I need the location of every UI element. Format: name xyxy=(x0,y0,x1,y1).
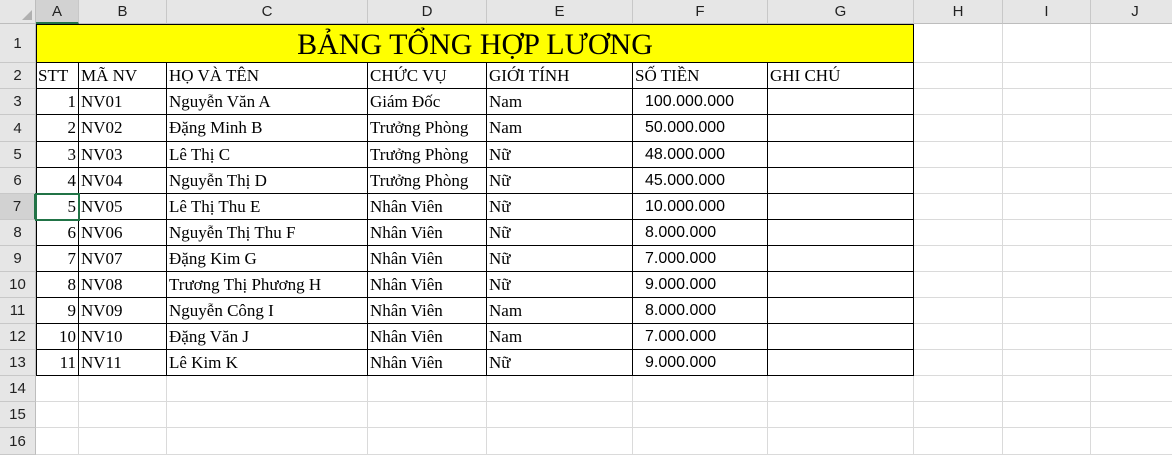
cell-stt[interactable]: 2 xyxy=(67,118,76,137)
border-right xyxy=(913,24,914,376)
row-header-10[interactable]: 10 xyxy=(0,272,36,298)
cell-chuc-vu[interactable]: Trưởng Phòng xyxy=(370,118,469,137)
border-col xyxy=(767,63,768,376)
row-header-9[interactable]: 9 xyxy=(0,246,36,272)
cell-ma-nv[interactable]: NV05 xyxy=(81,197,123,216)
cell-gioi-tinh[interactable]: Nữ xyxy=(489,223,511,242)
cell-ghi-chu[interactable] xyxy=(768,324,914,350)
row-header-7[interactable]: 7 xyxy=(0,194,36,220)
cell-ghi-chu[interactable] xyxy=(768,298,914,324)
cell-ho-ten[interactable]: Đặng Kim G xyxy=(169,249,257,268)
row-header-3[interactable]: 3 xyxy=(0,89,36,115)
row-header-2[interactable]: 2 xyxy=(0,63,36,89)
row-header-12[interactable]: 12 xyxy=(0,324,36,350)
column-header-e[interactable]: E xyxy=(487,0,633,24)
border-row xyxy=(36,323,914,324)
cell-so-tien[interactable]: 7.000.000 xyxy=(645,328,717,345)
cell-ho-ten[interactable]: Nguyễn Văn A xyxy=(169,92,271,111)
border-top xyxy=(36,24,914,25)
header-cell-stt[interactable]: STT xyxy=(38,66,69,85)
header-cell-ghi-chu[interactable]: GHI CHÚ xyxy=(770,66,841,85)
cell-ho-ten[interactable]: Đặng Minh B xyxy=(169,118,263,137)
row-header-6[interactable]: 6 xyxy=(0,168,36,194)
cell-stt[interactable]: 1 xyxy=(67,92,76,111)
cell-chuc-vu[interactable]: Trưởng Phòng xyxy=(370,145,469,164)
column-header-i[interactable]: I xyxy=(1003,0,1091,24)
cell-stt[interactable]: 8 xyxy=(67,275,76,294)
cell-gioi-tinh[interactable]: Nữ xyxy=(489,249,511,268)
cell-ho-ten[interactable]: Nguyễn Thị D xyxy=(169,171,267,190)
cell-gioi-tinh[interactable]: Nam xyxy=(489,301,523,320)
cell-ma-nv[interactable]: NV02 xyxy=(81,118,123,137)
cell-ghi-chu[interactable] xyxy=(768,220,914,246)
cell-gioi-tinh[interactable]: Nam xyxy=(489,327,523,346)
cell-chuc-vu[interactable]: Nhân Viên xyxy=(370,327,443,346)
row-header-16[interactable]: 16 xyxy=(0,428,36,455)
border-row xyxy=(36,297,914,298)
cell-stt[interactable]: 5 xyxy=(67,197,76,216)
cell-so-tien[interactable]: 100.000.000 xyxy=(645,93,734,110)
cell-ghi-chu[interactable] xyxy=(768,350,914,376)
cell-chuc-vu[interactable]: Trưởng Phòng xyxy=(370,171,469,190)
row-header-4[interactable]: 4 xyxy=(0,115,36,142)
cell-ho-ten[interactable]: Nguyễn Thị Thu F xyxy=(169,223,296,242)
row-header-14[interactable]: 14 xyxy=(0,376,36,402)
cell-gioi-tinh[interactable]: Nữ xyxy=(489,275,511,294)
column-header-d[interactable]: D xyxy=(368,0,487,24)
header-cell-ho-ten[interactable]: HỌ VÀ TÊN xyxy=(169,66,260,85)
cell-ghi-chu[interactable] xyxy=(768,142,914,168)
gridline-horizontal xyxy=(36,401,1172,402)
row-header-13[interactable]: 13 xyxy=(0,350,36,376)
cell-ma-nv[interactable]: NV10 xyxy=(81,327,123,346)
cell-chuc-vu[interactable]: Nhân Viên xyxy=(370,249,443,268)
header-cell-gioi-tinh[interactable]: GIỚI TÍNH xyxy=(489,66,570,85)
header-cell-so-tien[interactable]: SỐ TIỀN xyxy=(635,66,700,85)
cell-gioi-tinh[interactable]: Nam xyxy=(489,118,523,137)
cell-so-tien[interactable]: 50.000.000 xyxy=(645,119,726,136)
cell-chuc-vu[interactable]: Nhân Viên xyxy=(370,353,443,372)
cell-so-tien[interactable]: 9.000.000 xyxy=(645,354,717,371)
cell-gioi-tinh[interactable]: Nữ xyxy=(489,197,511,216)
cell-chuc-vu[interactable]: Giám Đốc xyxy=(370,92,441,111)
row-header-8[interactable]: 8 xyxy=(0,220,36,246)
row-header-5[interactable]: 5 xyxy=(0,142,36,168)
header-cell-ma-nv[interactable]: MÃ NV xyxy=(81,66,138,85)
cell-ma-nv[interactable]: NV04 xyxy=(81,171,123,190)
cell-ho-ten[interactable]: Lê Thị Thu E xyxy=(169,197,261,216)
cell-so-tien[interactable]: 48.000.000 xyxy=(645,146,726,163)
cell-stt[interactable]: 7 xyxy=(67,249,76,268)
cell-gioi-tinh[interactable]: Nữ xyxy=(489,145,511,164)
sheet-title-cell[interactable]: BẢNG TỔNG HỢP LƯƠNG xyxy=(297,28,653,61)
cell-ma-nv[interactable]: NV09 xyxy=(81,301,123,320)
cell-ghi-chu[interactable] xyxy=(768,115,914,142)
cell-ho-ten[interactable]: Đặng Văn J xyxy=(169,327,249,346)
cell-ma-nv[interactable]: NV06 xyxy=(81,223,123,242)
cell-ghi-chu[interactable] xyxy=(768,246,914,272)
cell-stt[interactable]: 11 xyxy=(59,353,76,372)
border-row xyxy=(36,141,914,142)
cell-chuc-vu[interactable]: Nhân Viên xyxy=(370,223,443,242)
column-header-g[interactable]: G xyxy=(768,0,914,24)
border-col xyxy=(367,63,368,376)
column-header-f[interactable]: F xyxy=(633,0,768,24)
row-header-11[interactable]: 11 xyxy=(0,298,36,324)
border-row xyxy=(36,271,914,272)
cell-stt[interactable]: 4 xyxy=(67,171,76,190)
cell-so-tien[interactable]: 7.000.000 xyxy=(645,250,717,267)
cell-ghi-chu[interactable] xyxy=(768,168,914,194)
cell-ma-nv[interactable]: NV07 xyxy=(81,249,123,268)
column-header-h[interactable]: H xyxy=(914,0,1003,24)
border-row xyxy=(36,219,914,220)
cell-ho-ten[interactable]: Lê Kim K xyxy=(169,353,238,372)
cell-so-tien[interactable]: 45.000.000 xyxy=(645,172,726,189)
cell-ho-ten[interactable]: Lê Thị C xyxy=(169,145,231,164)
column-header-c[interactable]: C xyxy=(167,0,368,24)
border-row xyxy=(36,375,914,376)
cell-ma-nv[interactable]: NV03 xyxy=(81,145,123,164)
cell-ma-nv[interactable]: NV08 xyxy=(81,275,123,294)
cell-stt[interactable]: 3 xyxy=(67,145,76,164)
select-all-triangle-icon xyxy=(22,10,32,20)
cell-ghi-chu[interactable] xyxy=(768,272,914,298)
border-row xyxy=(36,349,914,350)
border-row xyxy=(36,88,914,89)
column-header-a[interactable]: A xyxy=(36,0,79,24)
header-cell-chuc-vu[interactable]: CHỨC VỤ xyxy=(370,66,447,85)
cell-stt[interactable]: 10 xyxy=(59,327,76,346)
cell-ho-ten[interactable]: Nguyễn Công I xyxy=(169,301,274,320)
border-row xyxy=(36,193,914,194)
border-row xyxy=(36,114,914,115)
cell-chuc-vu[interactable]: Nhân Viên xyxy=(370,301,443,320)
active-cell-A7[interactable] xyxy=(35,193,80,221)
cell-so-tien[interactable]: 8.000.000 xyxy=(645,302,717,319)
border-row xyxy=(36,167,914,168)
row-header-1[interactable]: 1 xyxy=(0,24,36,63)
border-col xyxy=(486,63,487,376)
cell-ghi-chu[interactable] xyxy=(768,194,914,220)
cell-so-tien[interactable]: 9.000.000 xyxy=(645,276,717,293)
cell-ma-nv[interactable]: NV11 xyxy=(81,353,122,372)
border-col xyxy=(632,63,633,376)
cell-ho-ten[interactable]: Trương Thị Phương H xyxy=(169,275,322,294)
column-header-b[interactable]: B xyxy=(79,0,167,24)
cell-gioi-tinh[interactable]: Nữ xyxy=(489,353,511,372)
cell-stt[interactable]: 6 xyxy=(67,223,76,242)
cell-gioi-tinh[interactable]: Nữ xyxy=(489,171,511,190)
cell-gioi-tinh[interactable]: Nam xyxy=(489,92,523,111)
column-header-j[interactable]: J xyxy=(1091,0,1172,24)
border-col xyxy=(166,63,167,376)
row-header-15[interactable]: 15 xyxy=(0,402,36,428)
cell-so-tien[interactable]: 8.000.000 xyxy=(645,224,717,241)
cell-chuc-vu[interactable]: Nhân Viên xyxy=(370,275,443,294)
gridline-horizontal xyxy=(36,427,1172,428)
select-all-corner[interactable] xyxy=(0,0,36,24)
cell-chuc-vu[interactable]: Nhân Viên xyxy=(370,197,443,216)
cell-ghi-chu[interactable] xyxy=(768,89,914,115)
border-row xyxy=(36,245,914,246)
cell-ma-nv[interactable]: NV01 xyxy=(81,92,123,111)
cell-stt[interactable]: 9 xyxy=(67,301,76,320)
border-row xyxy=(36,62,914,63)
cell-so-tien[interactable]: 10.000.000 xyxy=(645,198,726,215)
